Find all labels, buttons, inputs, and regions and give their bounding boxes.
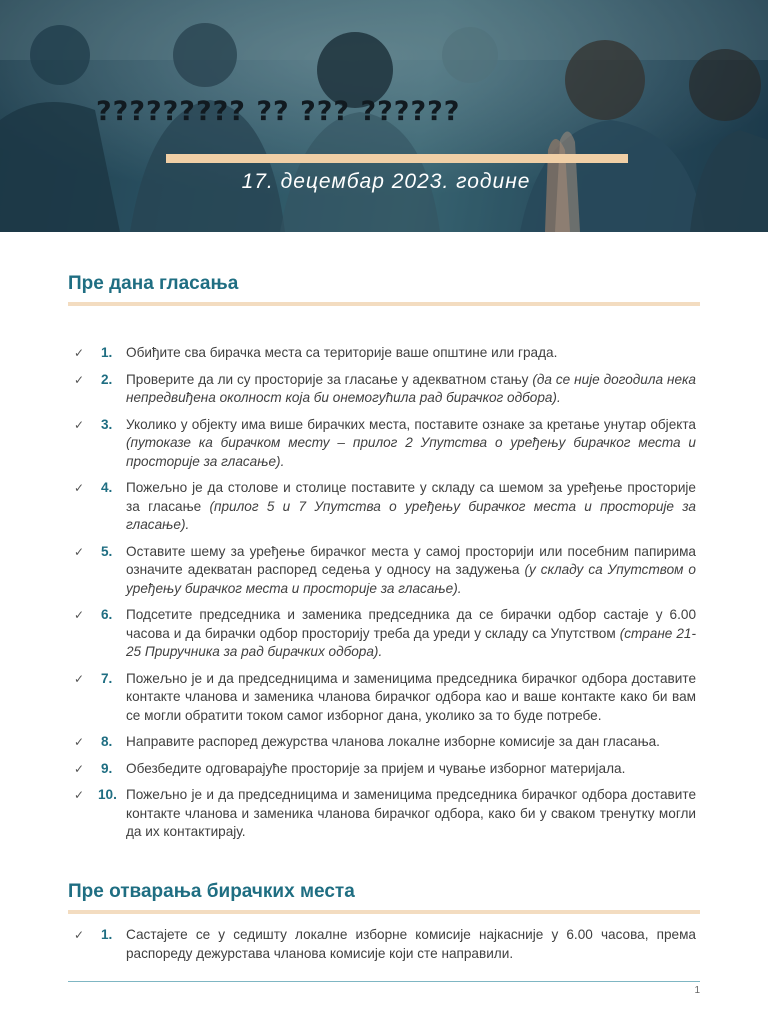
check-icon: ✓	[74, 735, 85, 749]
item-number: 3.	[101, 416, 113, 432]
check-icon: ✓	[74, 788, 85, 802]
item-text: Проверите да ли су просторије за гласање у адекватном стању	[126, 371, 533, 387]
item-note: (у складу са Упутством о уређењу бирачког места и просторије за гласање).	[126, 562, 696, 596]
list-item	[68, 926, 696, 963]
footer-rule	[68, 981, 700, 982]
header-banner	[0, 0, 768, 232]
banner-date: 17. децембар 2023. године	[241, 170, 531, 193]
item-number: 1.	[101, 345, 113, 360]
item-number: 9.	[101, 760, 113, 776]
item-number: 4.	[101, 480, 113, 495]
section-rule	[68, 302, 700, 306]
item-number: 8.	[101, 734, 113, 749]
list-item	[68, 786, 696, 842]
list-item	[68, 733, 696, 752]
checklist-before-voting-day	[68, 344, 696, 842]
check-icon: ✓	[74, 671, 85, 686]
item-text: Оставите шему за уређење бирачког места у самој просторији или посебним папирима означите адекватан распоред седења у односу на задужења	[126, 543, 696, 577]
item-note: (прилог 5 и 7 Упутства о уређењу бирачког места и просторије за гласање).	[126, 498, 696, 532]
item-text: Пожељно је и да председницима и заменицима председника бирачког одбора доставите контакте чланова и заменика чланова бирачког одбора као и ваше контакте како би вам се могли обратити током самог изборног дана, уколико за то буде потребе.	[126, 670, 696, 723]
section-title-before-polling-stations-open: Пре отварања бирачких места	[68, 881, 355, 902]
check-icon: ✓	[74, 544, 85, 559]
check-icon: ✓	[74, 481, 85, 495]
check-icon: ✓	[74, 928, 85, 942]
section-title-before-voting-day: Пре дана гласања	[68, 273, 239, 294]
item-text: Обезбедите одговарајуће просторије за пријем и чување изборног материјала.	[126, 760, 626, 776]
section-rule	[68, 910, 700, 914]
item-text: Обиђите сва бирачка места са територије ваше општине или града.	[126, 345, 558, 360]
check-icon: ✓	[74, 608, 85, 622]
item-number: 1.	[101, 927, 113, 942]
list-item	[68, 371, 696, 408]
item-text: Састајете се у седишту локалне изборне комисије најкасније у 6.00 часова, према распореду дежурстава чланова комисије који сте направили.	[126, 927, 696, 961]
list-item	[68, 670, 696, 726]
item-text: Направите распоред дежурства чланова локалне изборне комисије за дан гласања.	[126, 734, 660, 749]
banner-accent-bar	[166, 154, 628, 163]
list-item	[68, 344, 696, 363]
check-icon: ✓	[74, 372, 85, 387]
list-item	[68, 543, 696, 599]
check-icon: ✓	[74, 417, 85, 432]
list-item	[68, 416, 696, 472]
item-note: (да се није догодила нека непредвиђена околност која би онемогућила рад бирачког одбора).	[126, 371, 696, 405]
item-text: Пожељно је и да председницима и заменицима председника бирачког одбора доставите контакте чланова и заменика чланова бирачког одбора, како би у сваком тренутку могли да их контактирају.	[126, 787, 696, 839]
checklist-before-opening	[68, 926, 696, 963]
check-icon: ✓	[74, 761, 85, 776]
item-number: 2.	[101, 371, 113, 387]
list-item	[68, 479, 696, 535]
check-icon: ✓	[74, 346, 85, 360]
item-note: (стране 21-25 Приручника за рад бирачких одбора).	[126, 625, 696, 659]
banner-title: ????????? ?? ??? ??????	[96, 96, 461, 127]
item-number: 6.	[101, 607, 113, 622]
item-text: Пожељно је да столове и столице поставите у складу са шемом за уређење просторије за гласање	[126, 480, 696, 514]
list-item	[68, 606, 696, 662]
item-number: 5.	[101, 543, 113, 559]
item-note: (путоказе ка бирачком месту – прилог 2 Упутства о уређењу бирачког места и просторије за гласање).	[126, 435, 696, 469]
item-text: Уколико у објекту има више бирачких места, поставите ознаке за кретање унутар објекта	[126, 416, 696, 432]
item-number: 10.	[98, 787, 117, 802]
item-number: 7.	[101, 670, 113, 686]
page-number: 1	[694, 985, 700, 996]
list-item	[68, 760, 696, 779]
item-text: Подсетите председника и заменика председника да се бирачки одбор састаје у 6.00 часова и да бирачки одбор просторију треба да уреди у складу са Упутством	[126, 607, 696, 641]
